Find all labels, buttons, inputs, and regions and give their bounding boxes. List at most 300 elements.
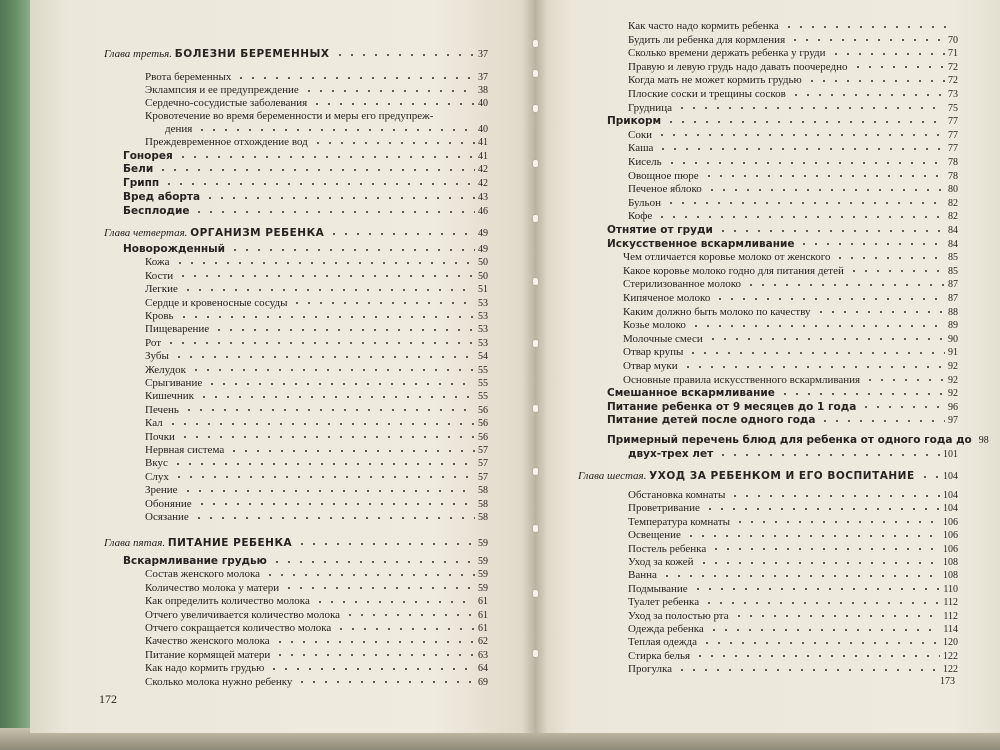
toc-entry-title: Как определить количество молока [145,595,310,608]
toc-entry-page: 64 [478,663,488,675]
chapter-heading [104,48,488,61]
leader-dots [657,144,945,153]
toc-entry-page: 58 [478,485,488,497]
toc-entry [145,457,488,470]
toc-entry-title: Постель ребенка [628,542,707,555]
toc-entry-page: 77 [948,129,958,141]
toc-entry-page: 53 [478,311,488,322]
toc-entry [145,471,488,484]
toc-entry [145,662,488,675]
toc-entry-title: Плоские соски и трещины сосков [628,88,786,100]
toc-entry-title: Каким должно быть молоко по качеству [623,305,811,318]
toc-entry [145,676,488,689]
toc-entry-page: 78 [948,170,958,182]
toc-entry-title: Бесплодие [123,205,190,217]
toc-entry [607,401,958,414]
toc-entry-title: Температура комнаты [628,515,731,528]
toc-entry [628,61,958,74]
toc-entry [607,414,958,427]
chapter-title: УХОД ЗА РЕБЕНКОМ И ЕГО ВОСПИТАНИЕ [649,470,915,482]
toc-entry-page: 51 [478,284,488,296]
toc-entry-page: 43 [478,192,488,203]
toc-entry [628,502,958,515]
leader-dots [834,253,945,262]
toc-entry-page: 108 [943,557,958,568]
toc-entry-page: 50 [478,257,488,269]
toc-entry-title: Ванна [628,569,657,582]
toc-entry-title: Сердце и кровеносные сосуды [145,296,288,309]
toc-entry [123,150,488,163]
chapter-page: 59 [478,538,488,549]
toc-entry [123,163,488,176]
toc-entry [628,663,958,676]
toc-entry [145,622,488,635]
toc-entry-title: Количество молока у матери [145,581,280,594]
toc-entry-title: Козье молоко [623,319,686,332]
leader-dots [848,267,945,276]
toc-entry [628,596,958,609]
leader-dots [710,545,940,554]
leader-dots [193,207,475,216]
leader-dots [177,272,475,281]
toc-entry-page: 106 [943,543,958,555]
toc-entry-page: 108 [943,570,958,582]
toc-entry [628,556,958,569]
toc-entry-title: Кровотечение во время беременности и меры его предупреж- [145,110,434,122]
toc-entry-page: 58 [478,512,488,523]
toc-entry-page: 85 [948,252,958,264]
chapter-page: 104 [943,471,958,482]
leader-dots [198,392,475,401]
toc-entry-title: Подмывание [628,582,688,595]
toc-entry-title: Бели [123,163,154,175]
toc-entry-title: Теплая одежда [628,636,697,649]
toc-entry-page: 53 [478,297,488,309]
toc-entry [628,102,958,115]
toc-entry-title: Примерный перечень блюд для ребенка от одного года до [607,434,972,446]
leader-dots [661,571,940,580]
toc-entry-page: 71 [948,48,958,60]
leader-dots [860,403,945,412]
leader-dots [334,50,475,59]
toc-entry-title: Рвота беременных [145,71,232,83]
toc-entry-page: 37 [478,72,488,83]
toc-entry [145,390,488,403]
leader-dots [173,473,475,482]
toc-entry-page: 104 [943,503,958,515]
toc-entry-title: Туалет ребенка [628,596,700,609]
toc-entry [607,115,958,128]
toc-entry [145,283,488,296]
leader-dots [296,678,475,687]
toc-entry-title: Стирка белья [628,649,691,662]
leader-dots [717,226,945,235]
leader-dots [706,185,945,194]
leader-dots [665,117,945,126]
leader-dots [714,294,945,303]
toc-entry [628,210,958,223]
leader-dots [729,491,940,500]
toc-entry-title: Проветривание [628,502,700,515]
leader-dots [303,86,475,95]
toc-entry-title: Стерилизованное молоко [623,278,741,291]
toc-entry-title: Правую и левую грудь надо давать поочередно [628,60,848,73]
leader-dots [182,285,475,294]
leader-dots [312,138,475,147]
leader-dots [296,539,475,548]
toc-entry [623,278,958,291]
toc-entry [145,337,488,350]
leader-dots [830,49,945,58]
toc-entry-title: Кал [145,417,163,430]
toc-entry-title: Как надо кормить грудью [145,662,265,675]
toc-entry-page: 80 [948,184,958,196]
leader-dots [919,472,940,481]
toc-entry [145,97,488,110]
toc-entry-page: 73 [948,89,958,100]
toc-entry [145,377,488,390]
chapter-label: Глава шестая. [578,470,650,482]
toc-entry-page: 63 [478,649,488,661]
toc-entry-page: 87 [948,293,958,304]
toc-entry-title: Уход за кожей [628,556,694,568]
toc-entry [628,74,958,87]
toc-entry [628,529,958,542]
toc-entry-title: Легкие [145,283,178,296]
leader-dots [291,299,475,308]
toc-entry-page: 78 [948,157,958,168]
toc-entry-title: Сколько времени держать ребенка у груди [628,47,826,60]
leader-dots [157,165,475,174]
toc-entry-page: 106 [943,516,958,528]
leader-dots [271,557,475,566]
leader-dots [264,570,475,579]
toc-entry-page: 84 [948,238,958,250]
toc-entry-page: 77 [948,116,958,128]
toc-entry-title: Почки [145,430,175,443]
toc-entry-page: 46 [478,206,488,217]
leader-dots [676,665,940,674]
binding-stitch [533,650,538,657]
leader-dots [708,625,941,634]
toc-entry [628,170,958,183]
toc-entry-page: 41 [478,151,488,162]
leader-dots [196,500,475,509]
toc-entry-title: Как часто надо кормить ребенка [628,20,779,32]
leader-dots [665,199,945,208]
leader-dots [190,366,475,375]
leader-dots [196,125,475,134]
toc-entry-page: 61 [478,623,488,634]
toc-entry-page: 41 [478,137,488,148]
toc-entry [123,555,488,568]
toc-entry [145,270,488,283]
chapter-title: БОЛЕЗНИ БЕРЕМЕННЫХ [174,48,330,60]
toc-entry [628,636,958,649]
toc-entry-title: двух-трех лет [628,448,714,460]
toc-entry-page: 85 [948,265,958,277]
toc-entry-page: 50 [478,270,488,282]
toc-entry [623,319,958,332]
toc-entry-title: Кисель [628,156,662,168]
toc-entry [628,129,958,142]
toc-entry-title: Печень [145,403,179,416]
toc-entry-title: Отчего сокращается количество молока [145,622,332,634]
toc-entry [628,88,958,101]
toc-entry [145,609,488,622]
leader-dots [204,193,475,202]
toc-entry [628,47,958,60]
toc-entry-page: 61 [478,596,488,608]
toc-entry-page: 56 [478,404,488,416]
leader-dots [687,348,945,357]
binding-stitch [533,405,538,412]
binding-stitch [533,590,538,597]
leader-dots [163,179,475,188]
chapter-page: 37 [478,49,488,60]
toc-entry [145,595,488,608]
binding-stitch [533,160,538,167]
toc-entry [628,34,958,47]
toc-entry-title: Сколько молока нужно ребенку [145,675,293,688]
leader-dots [183,406,475,415]
leader-dots [314,597,475,606]
toc-entry-page: 42 [478,178,488,189]
leader-dots [274,651,475,660]
toc-entry-page: 122 [943,664,958,676]
binding-stitch [533,468,538,475]
toc-entry-continuation [628,448,958,461]
leader-dots [733,612,941,621]
binding-stitch [533,70,538,77]
toc-entry-title: Отвар крупы [623,346,684,359]
toc-entry-title: Каша [628,142,654,155]
leader-dots [268,664,475,673]
toc-entry-title: Искусственное вскармливание [607,237,795,250]
leader-dots [182,486,475,495]
toc-entry-page: 106 [943,530,958,542]
leader-dots [690,321,945,330]
binding-stitch [533,215,538,222]
toc-entry [145,511,488,524]
chapter-label: Глава четвертая. [104,227,191,239]
toc-entry-title: Вред аборта [123,191,201,203]
toc-entry-title: Бульон [628,196,661,209]
toc-entry-page: 70 [948,34,958,46]
leader-dots [311,99,475,108]
toc-entry-page: 96 [948,401,958,413]
toc-entry-title: Одежда ребенка [628,623,704,635]
toc-entry-title: Эклампсия и ее предупреждение [145,84,299,96]
chapter-page: 49 [478,228,488,239]
toc-entry-page: 112 [943,597,958,609]
toc-entry-title: Основные правила искусственного вскармливания [623,373,861,386]
toc-entry-page: 56 [478,418,488,430]
leader-dots [707,335,945,344]
toc-entry-page: 42 [478,164,488,175]
toc-entry [628,623,958,636]
toc-entry-title: Срыгивание [145,377,203,389]
leader-dots [704,504,940,513]
leader-dots [852,63,946,72]
toc-entry-page: 82 [948,197,958,209]
leader-dots [174,258,476,267]
leader-dots [228,446,475,455]
toc-entry-page: 84 [948,225,958,236]
toc-entry [145,444,488,457]
toc-entry-page: 90 [948,333,958,345]
leader-dots [717,450,940,459]
leader-dots [682,362,945,371]
toc-entry-title: Кости [145,269,174,282]
toc-entry-title: Отвар муки [623,360,678,372]
toc-entry [628,569,958,582]
toc-entry-page: 59 [478,556,488,567]
toc-entry-page: 77 [948,143,958,155]
toc-entry-page: 89 [948,320,958,332]
toc-entry-title: Обоняние [145,497,192,510]
toc-entry-page: 122 [943,650,958,662]
toc-entry-title: Осязание [145,511,189,523]
toc-entry [623,346,958,359]
toc-entry-title: Смешанное вскармливание [607,387,775,400]
toc-entry-page: 114 [943,624,958,635]
toc-entry-page: 61 [478,609,488,621]
toc-entry-title: Питание ребенка от 9 месяцев до 1 года [607,400,857,413]
toc-entry [145,310,488,323]
leader-dots [179,433,475,442]
toc-entry [165,123,488,136]
leader-dots [328,229,475,238]
toc-entry-page: 62 [478,636,488,648]
leader-dots [173,352,475,361]
toc-entry-title: Грипп [123,177,160,189]
toc-entry-page: 57 [478,458,488,470]
page-number-left: 172 [99,692,117,706]
leader-dots [666,158,945,167]
toc-entry-title: Грудница [628,101,672,114]
toc-entry-title: Слух [145,470,169,483]
leader-dots [274,637,475,646]
toc-entry [628,142,958,155]
toc-entry [145,582,488,595]
toc-entry-page: 92 [948,388,958,400]
toc-entry-page: 91 [948,347,958,359]
toc-entry-page: 82 [948,211,958,223]
toc-entry [145,635,488,648]
toc-entry [628,610,958,623]
toc-entry [607,224,958,237]
leader-dots [193,513,475,522]
leader-dots [676,104,945,113]
toc-entry [628,543,958,556]
toc-entry-page: 92 [948,374,958,386]
toc-entry-page: 87 [948,279,958,291]
binding-stitch [533,340,538,347]
toc-entry-title: Питание детей после одного года [607,414,816,427]
leader-dots [815,308,945,317]
toc-entry-title: Рот [145,336,162,349]
chapter-label: Глава пятая. [104,537,168,549]
binding-stitch [533,105,538,112]
toc-entry-title: Кишечник [145,390,194,403]
toc-entry [145,136,488,149]
toc-entry-title: Новорожденный [123,243,226,255]
toc-entry-page: 101 [943,449,958,460]
leader-dots [656,131,945,140]
toc-entry-page: 38 [478,85,488,96]
toc-entry [145,256,488,269]
toc-entry-title: Зрение [145,484,178,497]
leader-dots [789,36,945,45]
toc-entry-title: Кожа [145,256,170,269]
toc-entry-page: 56 [478,431,488,443]
toc-entry [607,434,989,447]
toc-entry-page: 112 [943,610,958,622]
leader-dots [864,376,945,385]
toc-entry-title: Состав женского молока [145,568,261,581]
toc-entry-title: Чем отличается коровье молоко от женского [623,251,831,264]
toc-entry [628,650,958,663]
toc-entry-page: 92 [948,361,958,372]
toc-entry-title: Будить ли ребенка для кормления [628,33,786,46]
leader-dots [694,652,940,661]
leader-dots [692,585,941,594]
chapter-heading [578,470,958,483]
toc-entry-page: 120 [943,637,958,649]
leader-dots [178,312,475,321]
leader-dots [165,339,475,348]
toc-entry-page: 53 [478,324,488,336]
chapter-title: ПИТАНИЕ РЕБЕНКА [167,537,293,549]
toc-entry-title: Кофе [628,210,653,223]
toc-entry-title: Уход за полостью рта [628,609,729,622]
toc-entry [123,191,488,204]
leader-dots [172,459,475,468]
leader-dots [734,518,940,527]
leader-dots [779,389,945,398]
toc-entry-title: Какое коровье молоко годно для питания детей [623,264,844,277]
toc-entry [145,498,488,511]
toc-entry [123,177,488,190]
toc-entry-page: 55 [478,391,488,403]
toc-entry [628,183,958,196]
toc-entry-page: 98 [978,435,989,446]
toc-entry-title: Гонорея [123,150,173,162]
toc-entry-page: 40 [478,124,488,135]
leader-dots [283,584,475,593]
toc-entry-title: Обстановка комнаты [628,489,726,501]
toc-entry [628,489,958,502]
leader-dots [235,73,475,82]
toc-entry [145,84,488,97]
toc-entry [623,251,958,264]
toc-entry-title: Качество женского молока [145,635,270,648]
toc-entry-title: Отчего увеличивается количество молока [145,608,341,621]
toc-entry-page: 110 [943,583,958,595]
leader-dots [819,416,945,425]
leader-dots [701,638,940,647]
toc-entry-title: Сердечно-сосудистые заболевания [145,97,308,109]
toc-entry [623,360,958,373]
toc-entry-title: Кровь [145,310,174,322]
toc-entry-title: Кипяченое молоко [623,292,711,304]
toc-entry [145,484,488,497]
binding-stitch [533,278,538,285]
toc-entry-page: 54 [478,351,488,363]
toc-entry-title: дения [165,123,193,135]
toc-entry-page: 75 [948,102,958,114]
